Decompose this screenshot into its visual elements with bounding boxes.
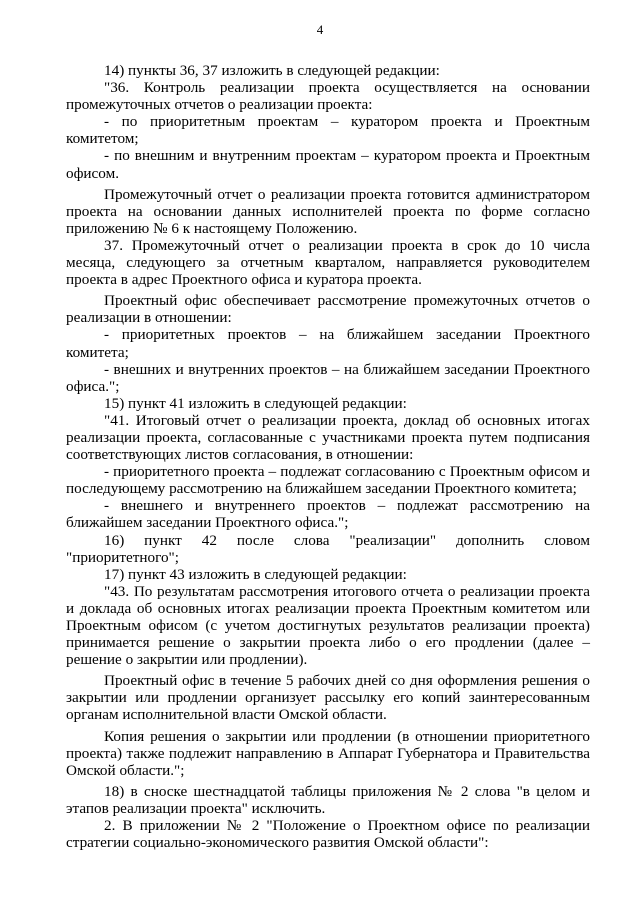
paragraph: - по внешним и внутренним проектам – куратором проекта и Проектным офисом. — [66, 147, 590, 182]
paragraph: 16) пункт 42 после слова "реализации" дополнить словом "приоритетного"; — [66, 531, 590, 566]
paragraph: Проектный офис обеспечивает рассмотрение промежуточных отчетов о реализации в отношении: — [66, 292, 590, 327]
paragraph: "43. По результатам рассмотрения итогового отчета о реализации проекта и доклада об основных итогах реализации проекта Проектным комитетом или Проектным офисом (с учетом достигнутых результатов реализации проекта) принимается решение о закрытии проекта либо о его продлении (далее – решение о закрытии или продлении). — [66, 582, 590, 669]
paragraph: - внешнего и внутреннего проектов – подлежат рассмотрению на ближайшем заседании Проектного офиса."; — [66, 497, 590, 532]
paragraph: 14) пункты 36, 37 изложить в следующей редакции: — [104, 62, 440, 79]
paragraph: - приоритетных проектов – на ближайшем заседании Проектного комитета; — [66, 326, 590, 361]
paragraph: 15) пункт 41 изложить в следующей редакции: — [104, 394, 407, 412]
paragraph: 37. Промежуточный отчет о реализации проекта в срок до 10 числа месяца, следующего за отчетным кварталом, направляется руководителем проекта в адрес Проектного офиса и куратора проекта. — [66, 236, 590, 289]
paragraph: "41. Итоговый отчет о реализации проекта, доклад об основных итогах реализации проекта, согласованные с участниками проекта путем подписания соответствующих листов согласования, в отношении: — [66, 411, 590, 464]
paragraph: 2. В приложении № 2 "Положение о Проектном офисе по реализации стратегии социально-экономического развития Омской области": — [66, 817, 590, 852]
paragraph: "36. Контроль реализации проекта осуществляется на основании промежуточных отчетов о реализации проекта: — [66, 79, 590, 114]
paragraph: Промежуточный отчет о реализации проекта готовится администратором проекта на основании данных исполнителей проекта по форме согласно приложению № 6 к настоящему Положению. — [66, 185, 590, 237]
paragraph: 18) в сноске шестнадцатой таблицы приложения № 2 слова "в целом и этапов реализации проекта" исключить. — [66, 782, 590, 817]
paragraph: - по приоритетным проектам – куратором проекта и Проектным комитетом; — [66, 113, 590, 148]
paragraph: Проектный офис в течение 5 рабочих дней со дня оформления решения о закрытии или продлении организует рассылку его копий заинтересованным органам исполнительной власти Омской области. — [66, 672, 590, 724]
paragraph: - внешних и внутренних проектов – на ближайшем заседании Проектного офиса."; — [66, 360, 590, 395]
paragraph: Копия решения о закрытии или продлении (в отношении приоритетного проекта) также подлежит направлению в Аппарат Губернатора и Правительства Омской области."; — [66, 727, 590, 779]
paragraph: - приоритетного проекта – подлежат согласованию с Проектным офисом и последующему рассмотрению на ближайшем заседании Проектного комитета; — [66, 463, 590, 498]
paragraph: 17) пункт 43 изложить в следующей редакции: — [104, 565, 407, 583]
page-number: 4 — [316, 22, 324, 37]
document-body — [66, 62, 590, 851]
